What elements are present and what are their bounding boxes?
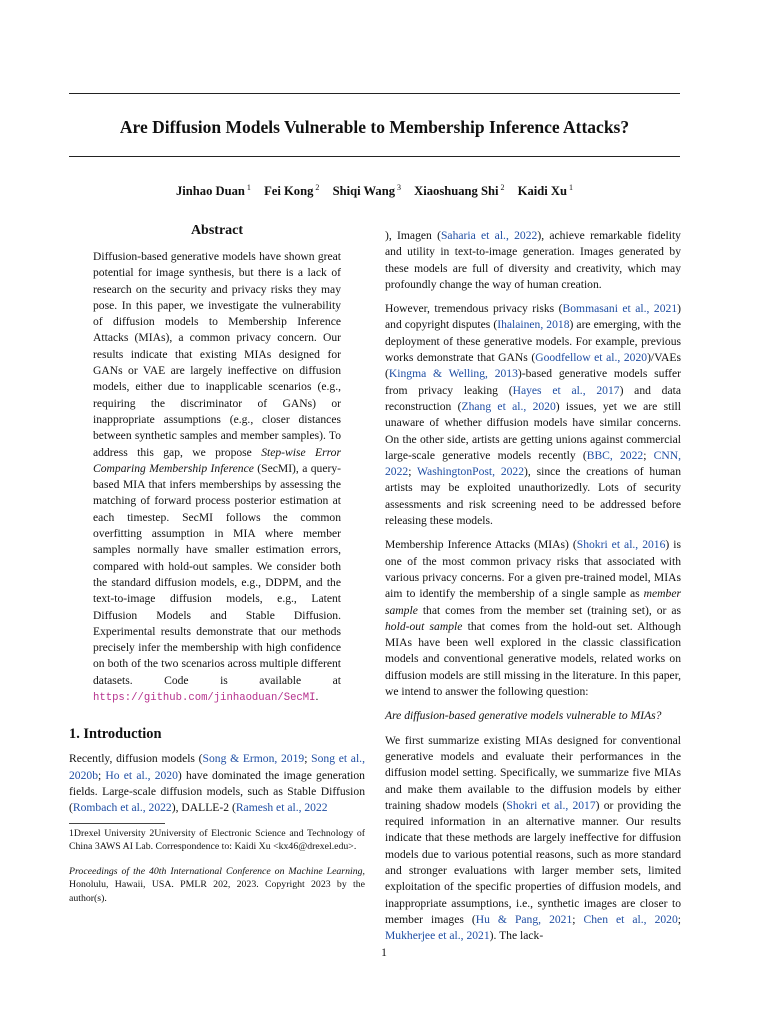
citation-link[interactable]: Song & Ermon, 2019 xyxy=(202,752,305,766)
page-number: 1 xyxy=(381,946,387,959)
author: Kaidi Xu $^1$ xyxy=(517,183,574,199)
affiliations-footnote: 1Drexel University 2University of Electronic Science and Technology of China 3AWS AI Lab. Correspondence to: Kaidi Xu <kx46@drexel.edu>. xyxy=(69,827,365,852)
body-paragraph: Membership Inference Attacks (MIAs) (Shokri et al., 2016) is one of the most common privacy risks that associated with various privacy concerns. For a given pre-trained model, MIAs aim to identify the membership of a single sample as member sample that comes from the member set (training set), or as hold-out sample that comes from the hold-out set. Although MIAs have been well explored in the classic classification models and conventional generative models, related works on diffusion models are still missing in the literature. In this paper, we intend to answer the following question: xyxy=(385,538,681,699)
citation-link[interactable]: CNN, 2022 xyxy=(385,448,682,479)
citation-link[interactable]: Shokri et al., 2017 xyxy=(506,798,596,812)
citation-link[interactable]: Ramesh et al., 2022 xyxy=(235,801,328,815)
body-paragraph: However, tremendous privacy risks (Bommasani et al., 2021) and copyright disputes (Ihalainen, 2018) are emerging, with the deployment of these generative models. For example, previous works demonstrate that GANs (Goodfellow et al., 2020)/VAEs (Kingma & Welling, 2013)-based generative models suffer from privacy leaking (Hayes et al., 2017) and data reconstruction (Zhang et al., 2020) issues, yet we are still unaware of whether diffusion models have similar concerns. On the other side, artists are getting unions against commercial large-scale generative models recently (BBC, 2022; CNN, 2022; WashingtonPost, 2022), since the creations of human artists may be exploited unauthorizedly. Lots of security assessments and risk screening need to be addressed before releasing these models. xyxy=(385,302,682,528)
citation-link[interactable]: Song et al., 2020b xyxy=(69,752,365,782)
citation-link[interactable]: Hu & Pang, 2021 xyxy=(475,912,573,926)
footnote-rule xyxy=(69,823,165,824)
proceedings-note: Proceedings of the 40th International Conference on Machine Learning, Honolulu, Hawaii, USA. PMLR 202, 2023. Copyright 2023 by the author(s). xyxy=(69,865,365,904)
citation-link[interactable]: BBC, 2022 xyxy=(586,448,644,462)
research-question: Are diffusion-based generative models vulnerable to MIAs? xyxy=(385,709,662,723)
citation-link[interactable]: Zhang et al., 2020 xyxy=(461,399,556,413)
right-column xyxy=(385,228,681,952)
citation-link[interactable]: Mukherjee et al., 2021 xyxy=(385,929,490,943)
method-name: Step-wise Error Comparing Membership Inference xyxy=(93,445,341,475)
citation-link[interactable]: Rombach et al., 2022 xyxy=(72,801,172,815)
citation-link[interactable]: Hayes et al., 2017 xyxy=(512,383,620,397)
abstract-body: Diffusion-based generative models have shown great potential for image synthesis, but there is a lack of research on the security and privacy risks they may pose. In this paper, we investigate the vulnerability of diffusion models to Membership Inference Attacks (MIAs), a common privacy concern. Our results indicate that existing MIAs designed for GANs or VAE are largely ineffective on diffusion models, either due to inapplicable scenarios (e.g., requiring the discriminator of GANs) or inappropriate assumptions (e.g., closer distances between synthetic samples and member samples). To address this gap, we propose Step-wise Error Comparing Membership Inference (SecMI), a query-based MIA that infers memberships by assessing the matching of forward process posterior estimation at each timestep. SecMI follows the common overfitting assumption in MIA where member samples normally have smaller estimation errors, compared with hold-out samples. We consider both the standard diffusion models, e.g., DDPM, and the text-to-image diffusion models, e.g., Latent Diffusion Models and Stable Diffusion. Experimental results demonstrate that our methods precisely infer the membership with high confidence on both of the two scenarios across multiple different datasets. Code is available at https://github.com/jinhaoduan/SecMI. xyxy=(93,250,341,705)
abstract-heading: Abstract xyxy=(190,223,244,238)
paper-title: Are Diffusion Models Vulnerable to Membership Inference Attacks? xyxy=(119,117,630,137)
citation-link[interactable]: Goodfellow et al., 2020 xyxy=(535,351,648,365)
title-rule-bottom xyxy=(69,156,680,157)
citation-link[interactable]: Bommasani et al., 2021 xyxy=(562,302,678,316)
citation-link[interactable]: Shokri et al., 2016 xyxy=(576,538,666,552)
citation-link[interactable]: Ihalainen, 2018 xyxy=(497,318,570,332)
author-list xyxy=(69,180,680,199)
citation-link[interactable]: Ho et al., 2020 xyxy=(105,768,178,782)
intro-paragraph: Recently, diffusion models (Song & Ermon, 2019; Song et al., 2020b; Ho et al., 2020) have dominated the image generation fields. Large-scale diffusion models, such as Stable Diffusion (Rombach et al., 2022), DALLE-2 (Ramesh et al., 2022 xyxy=(69,752,365,815)
intro-paragraph-continued: ), Imagen (Saharia et al., 2022), achieve remarkable fidelity and utility in text-to-image generation. Images generated by these models are full of diversity and creativity, which may profoundly change the way of human creation. xyxy=(385,229,681,291)
citation-link[interactable]: Chen et al., 2020 xyxy=(583,912,678,926)
title-rule-top xyxy=(69,93,680,94)
body-paragraph: We first summarize existing MIAs designed for conventional generative models and evaluate their performances in the diffusion model setting. Specifically, we summarize five MIAs and make them available to the diffusion models by either training shadow models (Shokri et al., 2017) or providing the required information in an alternative manner. Our results indicate that these methods are largely ineffective for diffusion models due to various potential reasons, such as more standard and stronger evaluations with larger member sets, limited exploitation of the specific properties of diffusion models, and inappropriate assumptions, i.e., synthetic images are closer to member images (Hu & Pang, 2021; Chen et al., 2020; Mukherjee et al., 2021). The lack- xyxy=(385,733,682,943)
left-column xyxy=(69,222,365,905)
author: Shiqi Wang $^3$ xyxy=(332,183,401,199)
section-heading-introduction: 1. Introduction xyxy=(69,726,162,743)
author: Fei Kong $^2$ xyxy=(264,183,320,199)
code-link[interactable]: https://github.com/jinhaoduan/SecMI xyxy=(93,692,316,705)
author: Xiaoshuang Shi $^2$ xyxy=(414,183,505,199)
citation-link[interactable]: WashingtonPost, 2022 xyxy=(417,465,525,479)
citation-link[interactable]: Kingma & Welling, 2013 xyxy=(388,367,518,381)
citation-link[interactable]: Saharia et al., 2022 xyxy=(440,229,538,242)
author: Jinhao Duan $^1$ xyxy=(175,183,251,199)
